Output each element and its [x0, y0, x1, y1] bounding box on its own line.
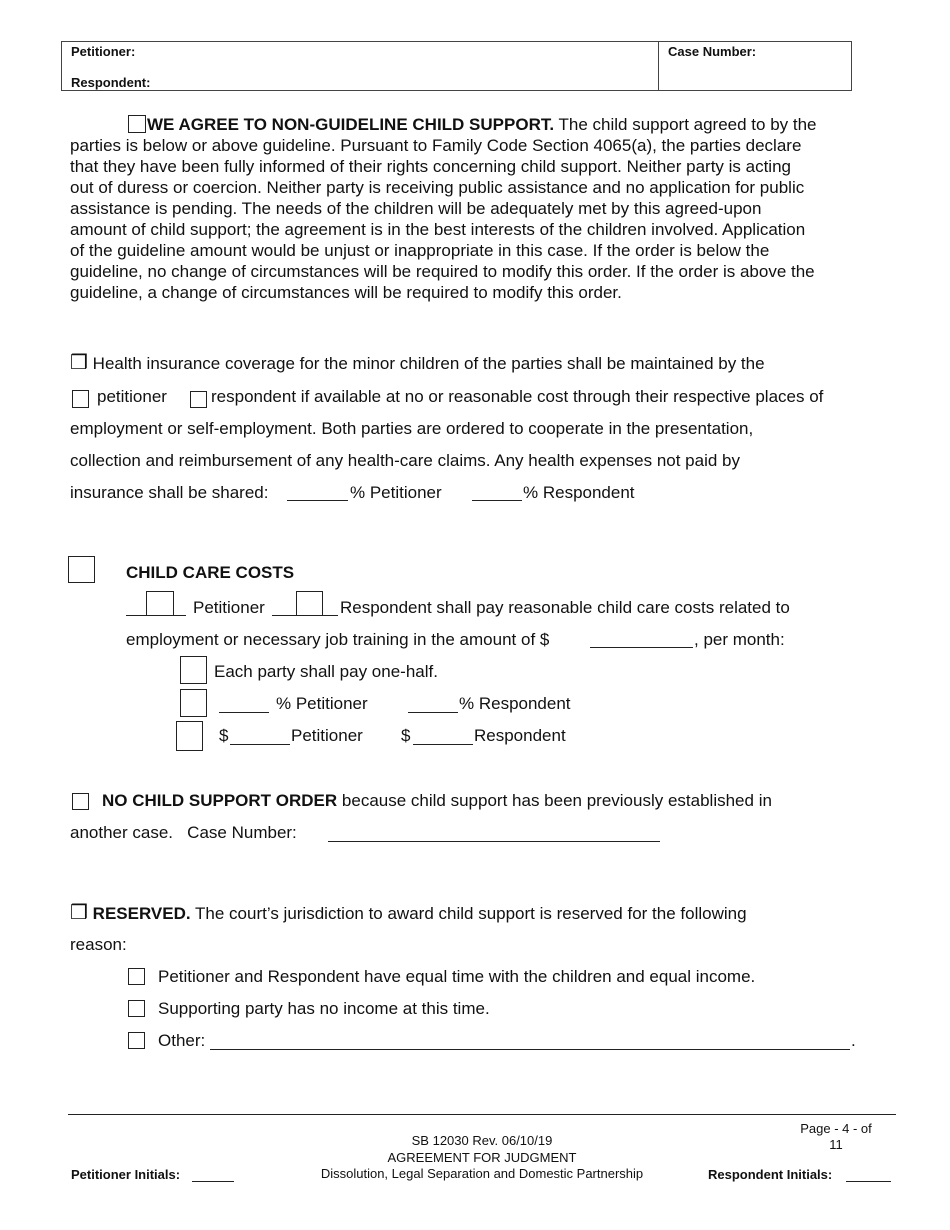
- health-respondent-percent-label: % Respondent: [523, 483, 635, 502]
- child-care-petitioner-percent-label: % Petitioner: [276, 694, 368, 713]
- caption-divider: [658, 41, 659, 91]
- non-guideline-line-4: out of duress or coercion. Neither party is receiving public assistance and no application for public: [70, 178, 805, 197]
- child-care-petitioner-percent-field[interactable]: [219, 712, 269, 713]
- no-child-support-case-label: another case. Case Number:: [70, 823, 297, 842]
- health-line-5-label: insurance shall be shared:: [70, 483, 269, 502]
- non-guideline-line-7: of the guideline amount would be unjust or inappropriate in this case. If the order is below the: [70, 241, 770, 260]
- child-care-respondent-text: Respondent shall pay reasonable child care costs related to: [340, 598, 790, 617]
- non-guideline-line-6: amount of child support; the agreement is in the best interests of the children involved. Application: [70, 220, 806, 239]
- reserved-reason-label: reason:: [70, 935, 127, 954]
- child-care-checkbox[interactable]: [68, 556, 95, 583]
- respondent-label: Respondent:: [71, 75, 151, 90]
- reserved-other-label: Other:: [158, 1031, 206, 1050]
- no-child-support-checkbox[interactable]: [72, 793, 89, 810]
- child-care-amount-label: employment or necessary job training in the amount of $: [126, 630, 550, 649]
- petitioner-initials-field[interactable]: [192, 1181, 234, 1182]
- non-guideline-heading: WE AGREE TO NON-GUIDELINE CHILD SUPPORT.: [147, 115, 555, 134]
- child-care-half-label: Each party shall pay one-half.: [214, 662, 438, 681]
- health-line-3: employment or self-employment. Both parties are ordered to cooperate in the presentation,: [70, 419, 754, 438]
- respondent-initials-label: Respondent Initials:: [708, 1167, 833, 1182]
- case-number-label: Case Number:: [668, 44, 757, 59]
- non-guideline-line-1: The child support agreed to by the: [558, 115, 817, 134]
- form-id: SB 12030 Rev. 06/10/19: [411, 1133, 553, 1148]
- health-respondent-checkbox[interactable]: [190, 391, 207, 408]
- form-subtitle: Dissolution, Legal Separation and Domestic Partnership: [320, 1166, 644, 1181]
- reserved-text: The court’s jurisdiction to award child support is reserved for the following: [190, 904, 747, 923]
- health-petitioner-percent-label: % Petitioner: [350, 483, 442, 502]
- health-line-4: collection and reimbursement of any health-care claims. Any health expenses not paid by: [70, 451, 740, 470]
- page-number: Page - 4 - of: [800, 1121, 872, 1136]
- petitioner-initials-label: Petitioner Initials:: [71, 1167, 181, 1182]
- form-title: AGREEMENT FOR JUDGMENT: [387, 1150, 577, 1165]
- non-guideline-line-5: assistance is pending. The needs of the children will be adequately met by this agreed-upon: [70, 199, 762, 218]
- child-care-half-checkbox[interactable]: [180, 656, 207, 684]
- child-care-dollar-sign-2: $: [401, 726, 411, 745]
- reserved-other-period: .: [851, 1031, 856, 1050]
- child-care-percent-checkbox[interactable]: [180, 689, 207, 717]
- child-care-petitioner-dollar-label: Petitioner: [291, 726, 363, 745]
- page-total: 11: [829, 1137, 843, 1152]
- child-care-dollar-sign-1: $: [219, 726, 229, 745]
- health-line-1: Health insurance coverage for the minor children of the parties shall be maintained by the: [92, 354, 765, 373]
- reserved-other-field[interactable]: [210, 1049, 850, 1050]
- reserved-no-income-label: Supporting party has no income at this time.: [158, 999, 490, 1018]
- non-guideline-line-8: guideline, no change of circumstances will be required to modify this order. If the order is above the: [70, 262, 815, 281]
- petitioner-label: Petitioner:: [71, 44, 136, 59]
- child-care-per-month: , per month:: [694, 630, 785, 649]
- non-guideline-paragraph: [70, 114, 890, 303]
- no-child-support-text: because child support has been previously established in: [341, 791, 772, 810]
- health-insurance-checkbox[interactable]: ❒: [70, 352, 88, 374]
- non-guideline-line-9: guideline, a change of circumstances will be required to modify this order.: [70, 283, 622, 302]
- reserved-checkbox[interactable]: ❒: [70, 902, 88, 924]
- child-care-petitioner-label: Petitioner: [193, 598, 265, 617]
- child-care-amount-field[interactable]: [590, 647, 693, 648]
- child-care-petitioner-dollar-field[interactable]: [230, 744, 290, 745]
- respondent-initials-field[interactable]: [846, 1181, 891, 1182]
- non-guideline-line-2: parties is below or above guideline. Pursuant to Family Code Section 4065(a), the parties declare: [70, 136, 802, 155]
- child-care-respondent-percent-field[interactable]: [408, 712, 458, 713]
- reserved-no-income-checkbox[interactable]: [128, 1000, 145, 1017]
- child-care-respondent-dollar-label: Respondent: [474, 726, 566, 745]
- reserved-other-checkbox[interactable]: [128, 1032, 145, 1049]
- child-care-respondent-checkbox[interactable]: [296, 591, 323, 616]
- no-child-support-heading: NO CHILD SUPPORT ORDER: [102, 791, 338, 810]
- no-child-support-case-number-field[interactable]: [328, 841, 660, 842]
- child-care-heading: CHILD CARE COSTS: [126, 563, 295, 582]
- child-care-respondent-dollar-field[interactable]: [413, 744, 473, 745]
- footer-rule: [68, 1114, 896, 1115]
- reserved-equal-time-checkbox[interactable]: [128, 968, 145, 985]
- child-care-petitioner-checkbox[interactable]: [146, 591, 174, 616]
- health-petitioner-percent-field[interactable]: [287, 500, 348, 501]
- health-petitioner-checkbox[interactable]: [72, 390, 89, 408]
- health-petitioner-label: petitioner: [97, 387, 167, 406]
- reserved-equal-time-label: Petitioner and Respondent have equal time with the children and equal income.: [158, 967, 756, 986]
- health-line-2: respondent if available at no or reasonable cost through their respective places of: [211, 387, 824, 406]
- health-respondent-percent-field[interactable]: [472, 500, 522, 501]
- reserved-heading: RESERVED.: [92, 904, 191, 923]
- non-guideline-line-3: that they have been fully informed of their rights concerning child support. Neither party is acting: [70, 157, 791, 176]
- child-care-dollar-checkbox[interactable]: [176, 721, 203, 751]
- child-care-respondent-percent-label: % Respondent: [459, 694, 571, 713]
